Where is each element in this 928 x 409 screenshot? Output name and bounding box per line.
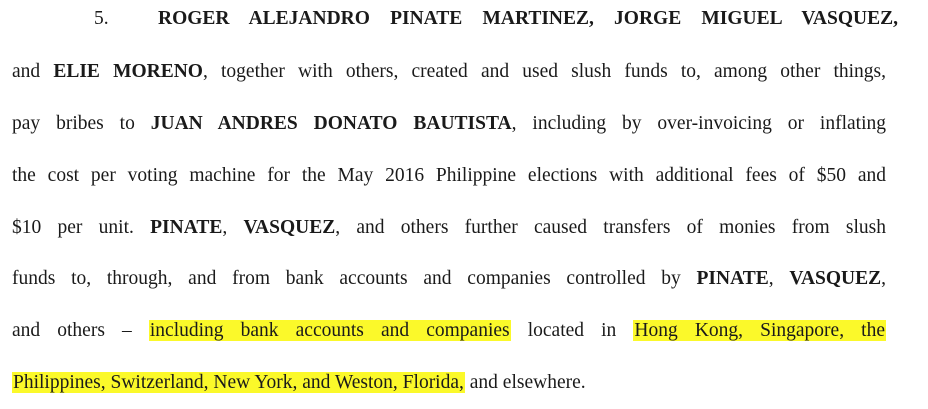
paragraph-line-5	[12, 215, 886, 241]
defendant-name-moreno: ELIE MORENO	[53, 61, 203, 82]
highlight-locations-2: Philippines, Switzerland, New York, and Weston, Florida,	[13, 372, 464, 393]
line-6-mid: ,	[768, 268, 790, 289]
defendant-names-1: ROGER ALEJANDRO PINATE MARTINEZ, JORGE MIGUEL VASQUEZ,	[158, 8, 898, 29]
paragraph-number: 5.	[94, 8, 109, 29]
line-2-post: , together with others, created and used slush funds to, among other things,	[202, 61, 886, 82]
line-2-pre: and	[12, 61, 54, 82]
defendant-name-pinate-2: PINATE	[696, 268, 769, 289]
line-5-post: , and others further caused transfers of monies from slush	[335, 217, 886, 238]
paragraph-line-2	[12, 59, 886, 85]
highlight-locations-1: Hong Kong, Singapore, the	[634, 320, 885, 341]
defendant-name-pinate: PINATE	[150, 217, 223, 238]
line-5-pre: $10 per unit.	[12, 217, 151, 238]
line-8-post: and elsewhere.	[464, 372, 586, 393]
paragraph-line-7	[12, 318, 886, 344]
paragraph-line-6	[12, 266, 886, 292]
highlight-bank-accounts: including bank accounts and companies	[149, 320, 510, 341]
line-3-pre: pay bribes to	[12, 113, 151, 134]
paragraph-line-4	[12, 163, 886, 189]
line-4-text: the cost per voting machine for the May 2016 Philippine elections with additional fees of $50 and	[12, 165, 886, 186]
paragraph-line-8	[12, 370, 886, 396]
defendant-name-vasquez: VASQUEZ	[243, 217, 336, 238]
line-6-pre: funds to, through, and from bank accounts and companies controlled by	[12, 268, 697, 289]
paragraph-line-3	[12, 111, 886, 137]
line-7-pre: and others –	[12, 320, 149, 341]
line-7-mid: located in	[510, 320, 634, 341]
line-6-post: ,	[881, 268, 887, 289]
official-name-bautista: JUAN ANDRES DONATO BAUTISTA	[150, 113, 512, 134]
line-3-post: , including by over-invoicing or inflating	[511, 113, 886, 134]
defendant-name-vasquez-2: VASQUEZ	[789, 268, 882, 289]
line-5-mid: ,	[222, 217, 244, 238]
